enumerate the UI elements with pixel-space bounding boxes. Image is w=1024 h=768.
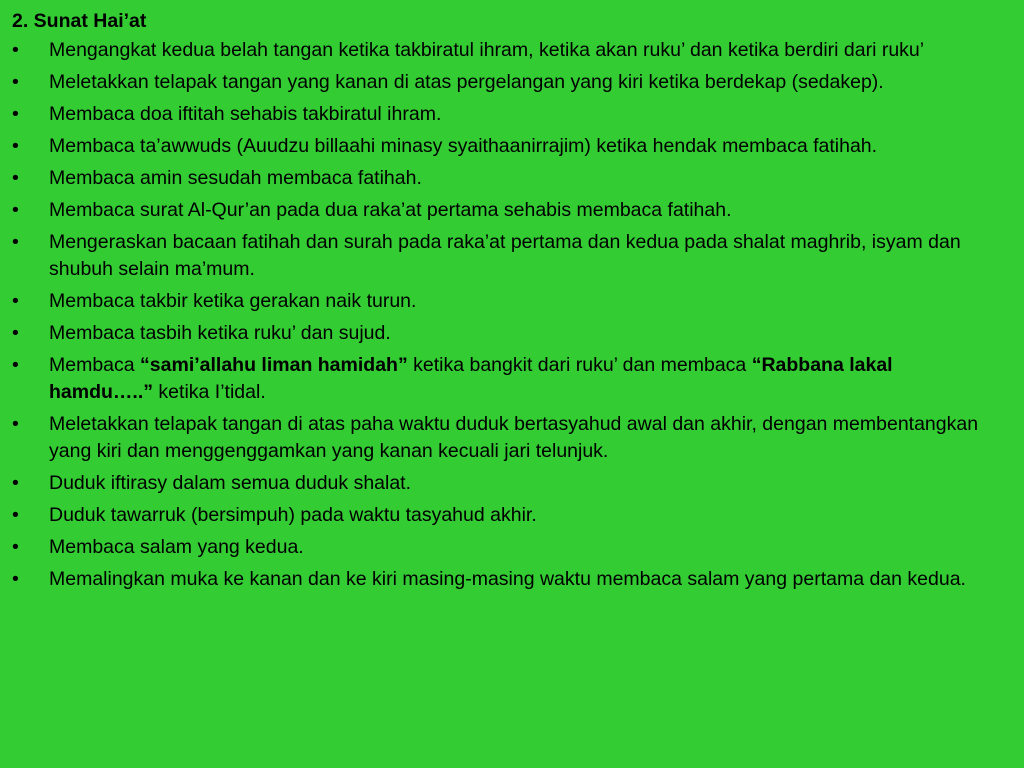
bold-phrase: “sami’allahu liman hamidah” (140, 354, 408, 376)
slide-heading: 2. Sunat Hai’at (12, 10, 147, 32)
bullet-icon: • (12, 413, 19, 435)
bullet-icon: • (12, 39, 19, 61)
bullet-icon: • (12, 472, 19, 494)
list-item-text: Mengangkat kedua belah tangan ketika takbiratul ihram, ketika akan ruku’ dan ketika berdiri dari ruku’ (49, 39, 925, 61)
list-item (12, 352, 984, 406)
bullet-icon: • (12, 231, 19, 253)
list-item-text: Duduk iftirasy dalam semua duduk shalat. (49, 472, 412, 494)
bullet-icon: • (12, 322, 19, 344)
list-item-text: Membaca tasbih ketika ruku’ dan sujud. (49, 322, 391, 344)
list-item-text: Membaca salam yang kedua. (49, 536, 304, 558)
list-item (12, 229, 984, 283)
list-item-text: Mengeraskan bacaan fatihah dan surah pada raka’at pertama dan kedua pada shalat maghrib, isyam dan shubuh selain ma’mum. (49, 231, 961, 280)
list-item (12, 566, 984, 593)
list-item-text-part: ketika I’tidal. (153, 381, 266, 403)
list-item (12, 165, 984, 192)
list-item-text-part: ketika bangkit dari ruku’ dan membaca (407, 354, 752, 376)
list-item (12, 502, 984, 529)
bullet-icon: • (12, 103, 19, 125)
list-item (12, 470, 984, 497)
list-item-text: Membaca takbir ketika gerakan naik turun. (49, 290, 417, 312)
bullet-icon: • (12, 354, 19, 376)
bullet-icon: • (12, 199, 19, 221)
list-item-text: Membaca amin sesudah membaca fatihah. (49, 167, 422, 189)
list-item-text: Memalingkan muka ke kanan dan ke kiri masing-masing waktu membaca salam yang pertama dan kedua. (49, 568, 966, 590)
bullet-list (12, 37, 984, 593)
list-item (12, 411, 984, 465)
bullet-icon: • (12, 504, 19, 526)
list-item (12, 37, 984, 64)
list-item-text: Duduk tawarruk (bersimpuh) pada waktu tasyahud akhir. (49, 504, 537, 526)
list-item (12, 534, 984, 561)
list-item-text: Membaca ta’awwuds (Auudzu billaahi minasy syaithaanirrajim) ketika hendak membaca fatihah. (49, 135, 878, 157)
list-item-text: Meletakkan telapak tangan yang kanan di atas pergelangan yang kiri ketika berdekap (sedakep). (49, 71, 884, 93)
list-item-text: Membaca doa iftitah sehabis takbiratul ihram. (49, 103, 442, 125)
list-item (12, 320, 984, 347)
bullet-icon: • (12, 135, 19, 157)
bold-phrase: “Rabbana lakal hamdu…..” (49, 354, 893, 403)
list-item (12, 69, 984, 96)
list-item (12, 133, 984, 160)
list-item (12, 197, 984, 224)
list-item-text: Membaca surat Al-Qur’an pada dua raka’at pertama sehabis membaca fatihah. (49, 199, 732, 221)
list-item-text-part: Membaca (49, 354, 141, 376)
bullet-icon: • (12, 290, 19, 312)
list-item-text: Meletakkan telapak tangan di atas paha waktu duduk bertasyahud awal dan akhir, dengan membentangkan yang kiri dan menggenggamkan yang kanan kecuali jari telunjuk. (49, 413, 979, 462)
bullet-icon: • (12, 167, 19, 189)
bullet-icon: • (12, 568, 19, 590)
bullet-icon: • (12, 71, 19, 93)
list-item (12, 101, 984, 128)
list-item (12, 288, 984, 315)
bullet-icon: • (12, 536, 19, 558)
